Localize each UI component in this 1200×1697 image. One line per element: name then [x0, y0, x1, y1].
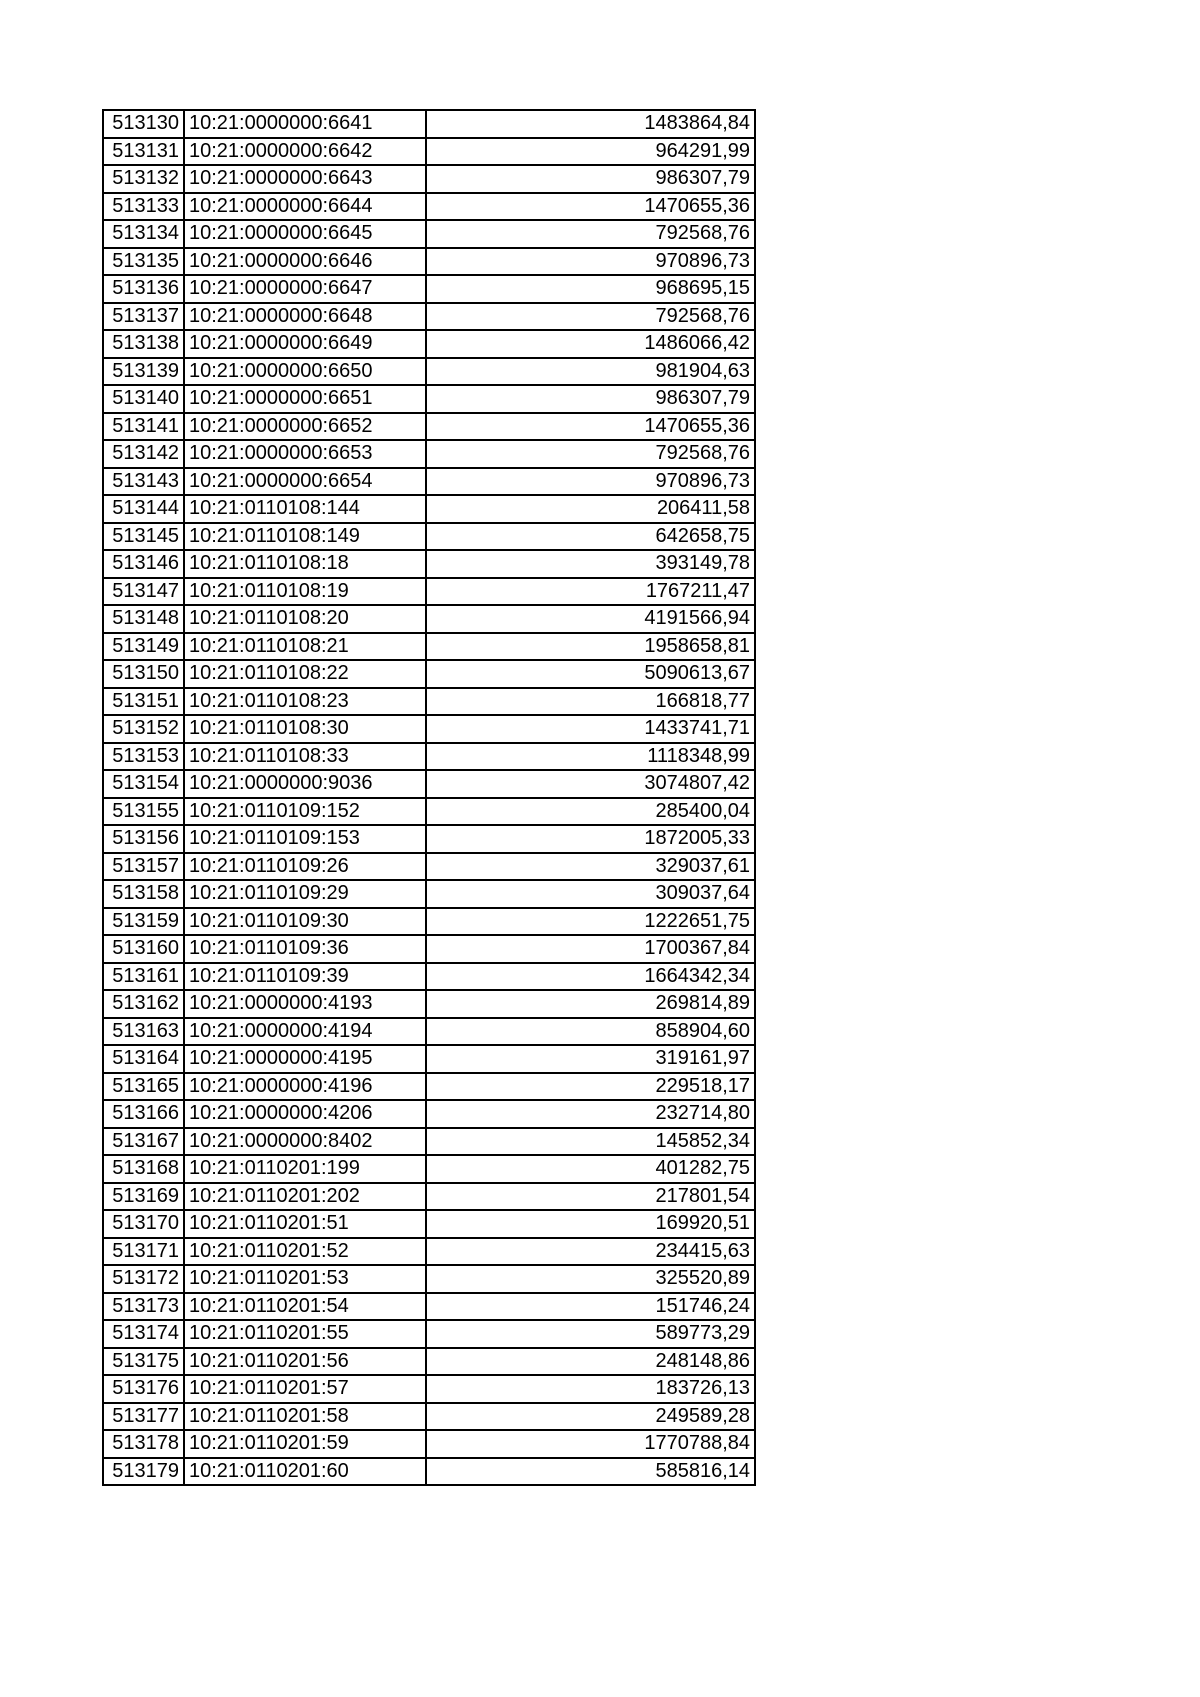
table-row [103, 880, 755, 908]
cadastral-number-cell: 10:21:0110108:149 [184, 523, 426, 551]
amount-cell: 1664342,34 [426, 963, 755, 991]
cadastral-number-cell: 10:21:0000000:6653 [184, 440, 426, 468]
cadastral-number-cell: 10:21:0000000:6644 [184, 193, 426, 221]
row-id-cell: 513132 [103, 165, 184, 193]
row-id-cell: 513168 [103, 1155, 184, 1183]
cadastral-number-cell: 10:21:0110108:19 [184, 578, 426, 606]
row-id-cell: 513152 [103, 715, 184, 743]
amount-cell: 981904,63 [426, 358, 755, 386]
amount-cell: 3074807,42 [426, 770, 755, 798]
table-row [103, 1265, 755, 1293]
row-id-cell: 513150 [103, 660, 184, 688]
amount-cell: 858904,60 [426, 1018, 755, 1046]
row-id-cell: 513138 [103, 330, 184, 358]
table-row [103, 468, 755, 496]
row-id-cell: 513169 [103, 1183, 184, 1211]
cadastral-number-cell: 10:21:0110108:18 [184, 550, 426, 578]
table-row [103, 1430, 755, 1458]
amount-cell: 792568,76 [426, 220, 755, 248]
cadastral-number-cell: 10:21:0000000:6648 [184, 303, 426, 331]
table-row [103, 935, 755, 963]
cadastral-number-cell: 10:21:0110201:55 [184, 1320, 426, 1348]
amount-cell: 970896,73 [426, 468, 755, 496]
amount-cell: 269814,89 [426, 990, 755, 1018]
table-row [103, 495, 755, 523]
amount-cell: 642658,75 [426, 523, 755, 551]
table-row [103, 440, 755, 468]
row-id-cell: 513177 [103, 1403, 184, 1431]
table-row [103, 1155, 755, 1183]
cadastral-number-cell: 10:21:0000000:6650 [184, 358, 426, 386]
table-row [103, 853, 755, 881]
row-id-cell: 513155 [103, 798, 184, 826]
table-row [103, 1458, 755, 1486]
cadastral-number-cell: 10:21:0000000:6646 [184, 248, 426, 276]
row-id-cell: 513165 [103, 1073, 184, 1101]
table-row [103, 1100, 755, 1128]
row-id-cell: 513170 [103, 1210, 184, 1238]
row-id-cell: 513163 [103, 1018, 184, 1046]
amount-cell: 217801,54 [426, 1183, 755, 1211]
cadastral-number-cell: 10:21:0110201:51 [184, 1210, 426, 1238]
table-row [103, 908, 755, 936]
table-body [103, 110, 755, 1485]
row-id-cell: 513176 [103, 1375, 184, 1403]
cadastral-number-cell: 10:21:0110201:53 [184, 1265, 426, 1293]
row-id-cell: 513148 [103, 605, 184, 633]
row-id-cell: 513156 [103, 825, 184, 853]
cadastral-number-cell: 10:21:0000000:4194 [184, 1018, 426, 1046]
amount-cell: 249589,28 [426, 1403, 755, 1431]
amount-cell: 166818,77 [426, 688, 755, 716]
row-id-cell: 513140 [103, 385, 184, 413]
amount-cell: 1486066,42 [426, 330, 755, 358]
cadastral-number-cell: 10:21:0000000:4196 [184, 1073, 426, 1101]
amount-cell: 964291,99 [426, 138, 755, 166]
cadastral-number-cell: 10:21:0110109:29 [184, 880, 426, 908]
table-row [103, 770, 755, 798]
row-id-cell: 513160 [103, 935, 184, 963]
cadastral-number-cell: 10:21:0110201:59 [184, 1430, 426, 1458]
amount-cell: 4191566,94 [426, 605, 755, 633]
cadastral-number-cell: 10:21:0110108:30 [184, 715, 426, 743]
cadastral-number-cell: 10:21:0110201:60 [184, 1458, 426, 1486]
cadastral-number-cell: 10:21:0110201:56 [184, 1348, 426, 1376]
table-row [103, 1238, 755, 1266]
table-row [103, 825, 755, 853]
row-id-cell: 513147 [103, 578, 184, 606]
row-id-cell: 513146 [103, 550, 184, 578]
row-id-cell: 513158 [103, 880, 184, 908]
row-id-cell: 513151 [103, 688, 184, 716]
table-row [103, 798, 755, 826]
amount-cell: 206411,58 [426, 495, 755, 523]
table-row [103, 963, 755, 991]
table-row [103, 578, 755, 606]
amount-cell: 792568,76 [426, 440, 755, 468]
amount-cell: 589773,29 [426, 1320, 755, 1348]
table-row [103, 248, 755, 276]
table-row [103, 165, 755, 193]
row-id-cell: 513167 [103, 1128, 184, 1156]
row-id-cell: 513173 [103, 1293, 184, 1321]
row-id-cell: 513175 [103, 1348, 184, 1376]
amount-cell: 1470655,36 [426, 413, 755, 441]
table-row [103, 358, 755, 386]
cadastral-number-cell: 10:21:0110201:58 [184, 1403, 426, 1431]
amount-cell: 5090613,67 [426, 660, 755, 688]
row-id-cell: 513178 [103, 1430, 184, 1458]
cadastral-number-cell: 10:21:0110108:20 [184, 605, 426, 633]
cadastral-number-cell: 10:21:0110109:152 [184, 798, 426, 826]
table-row [103, 1018, 755, 1046]
cadastral-number-cell: 10:21:0110108:33 [184, 743, 426, 771]
amount-cell: 183726,13 [426, 1375, 755, 1403]
cadastral-number-cell: 10:21:0110108:144 [184, 495, 426, 523]
cadastral-number-cell: 10:21:0110108:21 [184, 633, 426, 661]
amount-cell: 329037,61 [426, 853, 755, 881]
cadastral-number-cell: 10:21:0110109:39 [184, 963, 426, 991]
table-row [103, 193, 755, 221]
amount-cell: 1470655,36 [426, 193, 755, 221]
table-row [103, 110, 755, 138]
table-row [103, 990, 755, 1018]
amount-cell: 232714,80 [426, 1100, 755, 1128]
cadastral-number-cell: 10:21:0110109:36 [184, 935, 426, 963]
amount-cell: 309037,64 [426, 880, 755, 908]
row-id-cell: 513162 [103, 990, 184, 1018]
amount-cell: 393149,78 [426, 550, 755, 578]
amount-cell: 145852,34 [426, 1128, 755, 1156]
amount-cell: 1872005,33 [426, 825, 755, 853]
row-id-cell: 513174 [103, 1320, 184, 1348]
table-row [103, 275, 755, 303]
amount-cell: 169920,51 [426, 1210, 755, 1238]
amount-cell: 151746,24 [426, 1293, 755, 1321]
amount-cell: 986307,79 [426, 165, 755, 193]
amount-cell: 585816,14 [426, 1458, 755, 1486]
row-id-cell: 513154 [103, 770, 184, 798]
row-id-cell: 513141 [103, 413, 184, 441]
cadastral-number-cell: 10:21:0000000:6647 [184, 275, 426, 303]
amount-cell: 1433741,71 [426, 715, 755, 743]
table-row [103, 660, 755, 688]
table-row [103, 715, 755, 743]
cadastral-number-cell: 10:21:0000000:8402 [184, 1128, 426, 1156]
row-id-cell: 513179 [103, 1458, 184, 1486]
row-id-cell: 513161 [103, 963, 184, 991]
cadastral-number-cell: 10:21:0000000:4206 [184, 1100, 426, 1128]
row-id-cell: 513133 [103, 193, 184, 221]
amount-cell: 792568,76 [426, 303, 755, 331]
amount-cell: 1222651,75 [426, 908, 755, 936]
amount-cell: 1118348,99 [426, 743, 755, 771]
table-row [103, 688, 755, 716]
cadastral-number-cell: 10:21:0000000:6641 [184, 110, 426, 138]
row-id-cell: 513131 [103, 138, 184, 166]
cadastral-number-cell: 10:21:0000000:6651 [184, 385, 426, 413]
table-row [103, 413, 755, 441]
cadastral-number-cell: 10:21:0000000:6652 [184, 413, 426, 441]
amount-cell: 325520,89 [426, 1265, 755, 1293]
row-id-cell: 513144 [103, 495, 184, 523]
cadastral-number-cell: 10:21:0110201:52 [184, 1238, 426, 1266]
row-id-cell: 513157 [103, 853, 184, 881]
row-id-cell: 513137 [103, 303, 184, 331]
amount-cell: 1483864,84 [426, 110, 755, 138]
cadastral-number-cell: 10:21:0110108:23 [184, 688, 426, 716]
table-row [103, 385, 755, 413]
cadastral-number-cell: 10:21:0110109:26 [184, 853, 426, 881]
cadastral-number-cell: 10:21:0110201:202 [184, 1183, 426, 1211]
table-row [103, 1403, 755, 1431]
cadastral-number-cell: 10:21:0110109:30 [184, 908, 426, 936]
table-row [103, 523, 755, 551]
table-row [103, 1073, 755, 1101]
row-id-cell: 513135 [103, 248, 184, 276]
cadastral-number-cell: 10:21:0110201:199 [184, 1155, 426, 1183]
amount-cell: 234415,63 [426, 1238, 755, 1266]
data-table [102, 109, 756, 1486]
cadastral-number-cell: 10:21:0000000:4195 [184, 1045, 426, 1073]
table-row [103, 1210, 755, 1238]
table-row [103, 138, 755, 166]
amount-cell: 1770788,84 [426, 1430, 755, 1458]
amount-cell: 229518,17 [426, 1073, 755, 1101]
row-id-cell: 513153 [103, 743, 184, 771]
table-row [103, 1183, 755, 1211]
row-id-cell: 513159 [103, 908, 184, 936]
table-row [103, 605, 755, 633]
row-id-cell: 513142 [103, 440, 184, 468]
table-row [103, 743, 755, 771]
cadastral-number-cell: 10:21:0000000:6645 [184, 220, 426, 248]
cadastral-number-cell: 10:21:0110108:22 [184, 660, 426, 688]
row-id-cell: 513166 [103, 1100, 184, 1128]
cadastral-number-cell: 10:21:0000000:6654 [184, 468, 426, 496]
table-row [103, 220, 755, 248]
amount-cell: 1958658,81 [426, 633, 755, 661]
table-row [103, 1128, 755, 1156]
cadastral-number-cell: 10:21:0000000:6642 [184, 138, 426, 166]
cadastral-number-cell: 10:21:0000000:4193 [184, 990, 426, 1018]
cadastral-number-cell: 10:21:0000000:6649 [184, 330, 426, 358]
amount-cell: 970896,73 [426, 248, 755, 276]
cadastral-number-cell: 10:21:0000000:9036 [184, 770, 426, 798]
row-id-cell: 513143 [103, 468, 184, 496]
table-row [103, 633, 755, 661]
amount-cell: 248148,86 [426, 1348, 755, 1376]
cadastral-number-cell: 10:21:0110109:153 [184, 825, 426, 853]
table-row [103, 1320, 755, 1348]
table-row [103, 330, 755, 358]
table-row [103, 1045, 755, 1073]
table-row [103, 1293, 755, 1321]
cadastral-number-cell: 10:21:0000000:6643 [184, 165, 426, 193]
table-row [103, 1375, 755, 1403]
row-id-cell: 513164 [103, 1045, 184, 1073]
row-id-cell: 513134 [103, 220, 184, 248]
row-id-cell: 513136 [103, 275, 184, 303]
row-id-cell: 513130 [103, 110, 184, 138]
amount-cell: 285400,04 [426, 798, 755, 826]
amount-cell: 319161,97 [426, 1045, 755, 1073]
table-row [103, 550, 755, 578]
cadastral-number-cell: 10:21:0110201:54 [184, 1293, 426, 1321]
table-row [103, 303, 755, 331]
amount-cell: 401282,75 [426, 1155, 755, 1183]
table-row [103, 1348, 755, 1376]
amount-cell: 986307,79 [426, 385, 755, 413]
row-id-cell: 513149 [103, 633, 184, 661]
row-id-cell: 513172 [103, 1265, 184, 1293]
row-id-cell: 513145 [103, 523, 184, 551]
row-id-cell: 513139 [103, 358, 184, 386]
amount-cell: 1700367,84 [426, 935, 755, 963]
cadastral-number-cell: 10:21:0110201:57 [184, 1375, 426, 1403]
amount-cell: 968695,15 [426, 275, 755, 303]
row-id-cell: 513171 [103, 1238, 184, 1266]
amount-cell: 1767211,47 [426, 578, 755, 606]
